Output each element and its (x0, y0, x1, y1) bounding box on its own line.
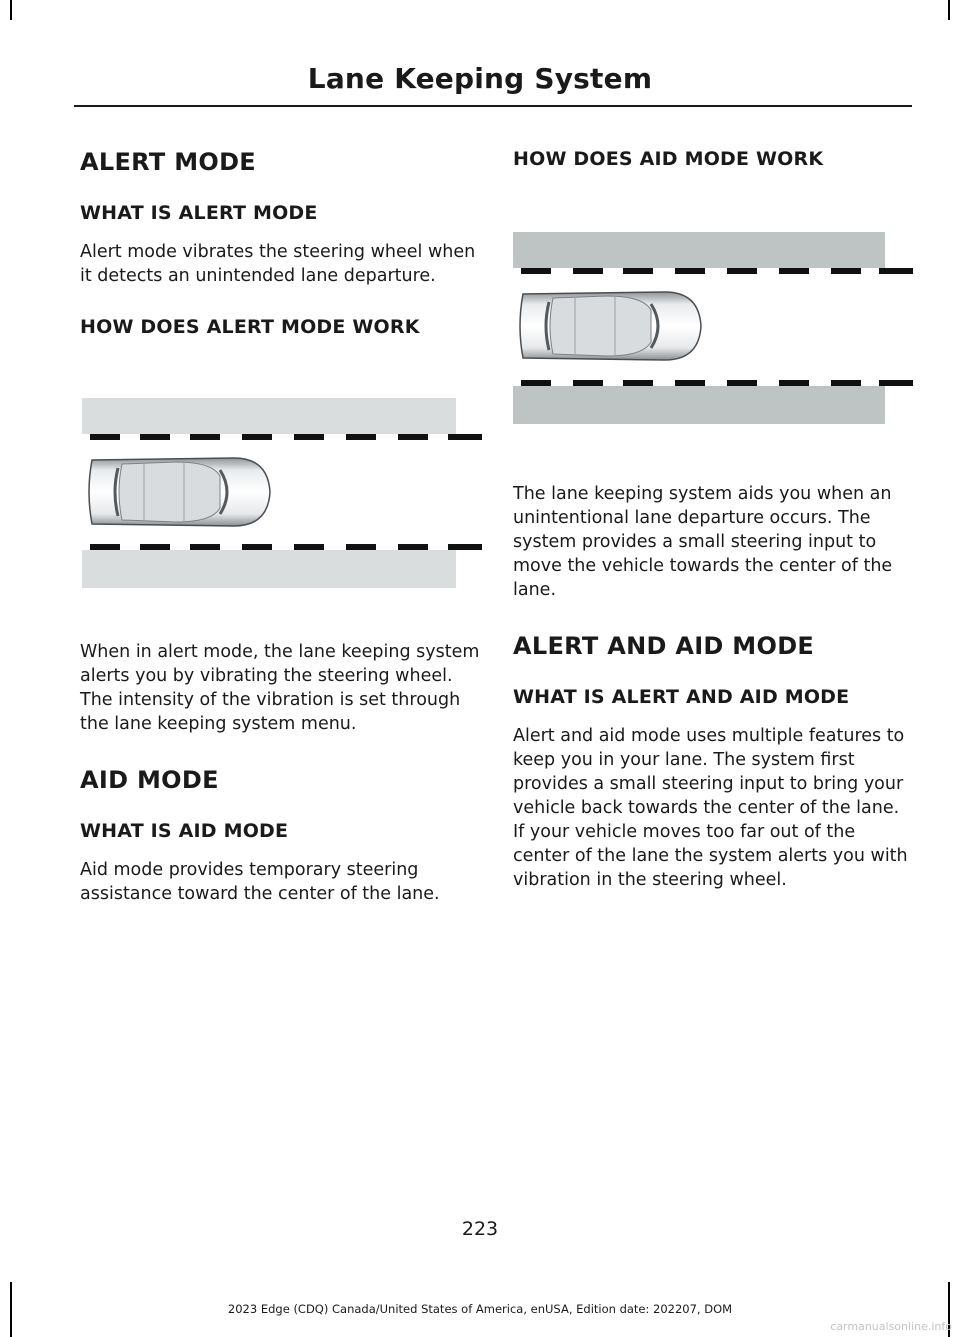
right-column (513, 140, 913, 892)
car-icon (520, 292, 701, 360)
crop-mark-top-left (10, 0, 12, 20)
what-is-alert-and-aid-mode-text: Alert and aid mode uses multiple features to keep you in your lane. The system first provides a small steering input to bring your vehicle back towards the center of the lane. If your vehicle moves too far out of the center of the lane the system alerts you with vibration in the steering wheel. (513, 726, 908, 890)
what-is-alert-mode-heading: WHAT IS ALERT MODE (80, 202, 318, 224)
alert-mode-description: When in alert mode, the lane keeping system alerts you by vibrating the steering wheel. The intensity of the vibration is set through the lane keeping system menu. (80, 642, 480, 734)
road-shoulder-top (82, 398, 456, 434)
edition-line: 2023 Edge (CDQ) Canada/United States of America, enUSA, Edition date: 202207, DOM (227, 1302, 733, 1316)
lane-line-bottom (521, 380, 913, 386)
page-title: Lane Keeping System (307, 62, 653, 95)
lane-line-top (90, 434, 482, 440)
crop-mark-top-right (948, 0, 950, 20)
what-is-alert-mode-text: Alert mode vibrates the steering wheel when it detects an unintended lane departure. (80, 242, 476, 286)
left-column (80, 140, 480, 906)
lane-line-top (521, 268, 913, 274)
road-shoulder-bottom (513, 386, 885, 424)
how-does-aid-mode-work-heading: HOW DOES AID MODE WORK (513, 148, 824, 170)
alert-and-aid-mode-heading: ALERT AND AID MODE (513, 632, 815, 660)
header-divider (74, 105, 912, 107)
alert-mode-heading: ALERT MODE (80, 148, 256, 176)
what-is-alert-and-aid-mode-heading: WHAT IS ALERT AND AID MODE (513, 686, 850, 708)
aid-mode-illustration (513, 232, 913, 424)
how-does-alert-mode-work-heading: HOW DOES ALERT MODE WORK (80, 316, 420, 338)
what-is-aid-mode-text: Aid mode provides temporary steering assistance toward the center of the lane. (80, 860, 440, 904)
aid-mode-heading: AID MODE (80, 766, 219, 794)
what-is-aid-mode-heading: WHAT IS AID MODE (80, 820, 289, 842)
lane-line-bottom (90, 544, 482, 550)
car-icon (89, 458, 270, 526)
watermark[interactable]: carmanualsonline.info (830, 1320, 952, 1333)
road-shoulder-bottom (82, 550, 456, 588)
alert-mode-illustration (82, 398, 480, 588)
page-number: 223 (461, 1218, 499, 1240)
aid-mode-description: The lane keeping system aids you when an unintentional lane departure occurs. The system provides a small steering input to move the vehicle towards the center of the lane. (513, 484, 893, 600)
road-shoulder-top (513, 232, 885, 268)
